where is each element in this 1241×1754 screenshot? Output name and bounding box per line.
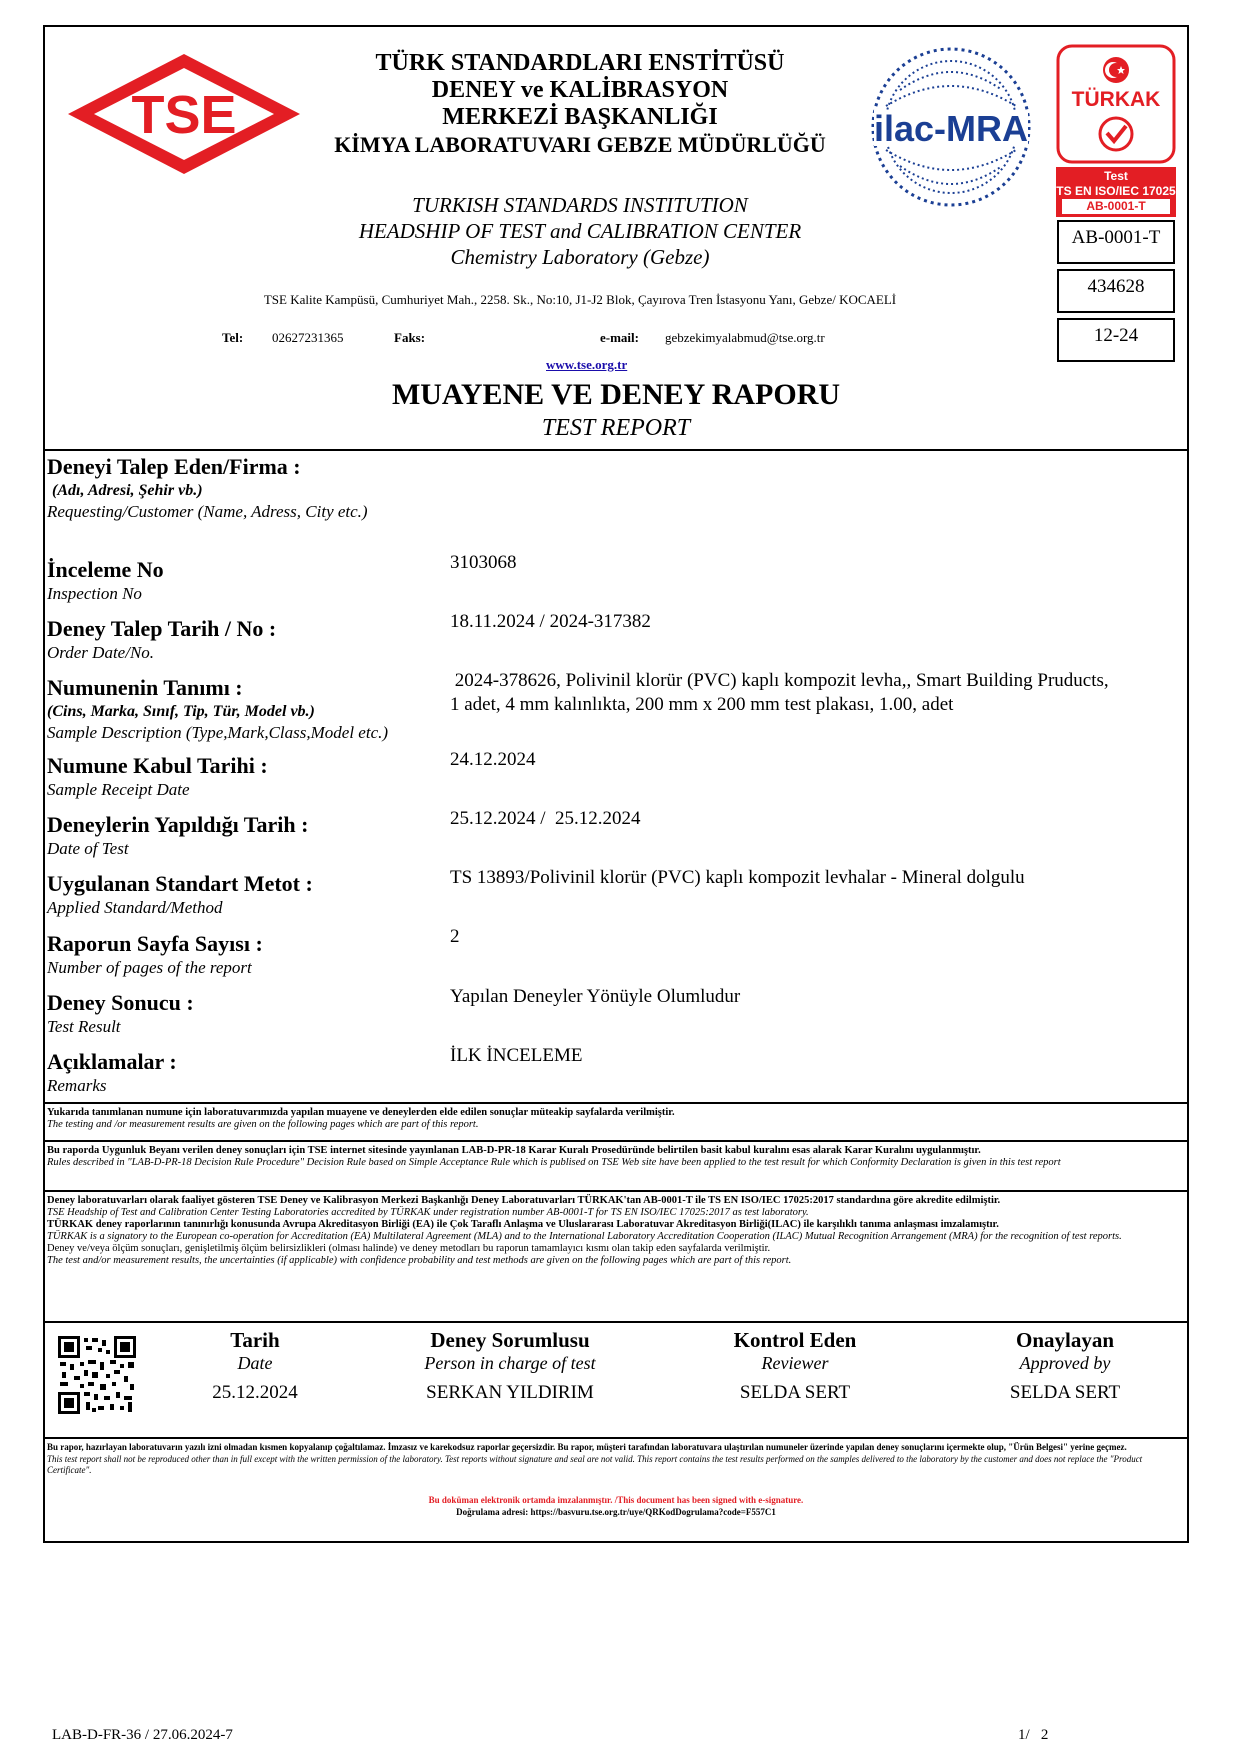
- note-accreditation-en: TSE Headship of Test and Calibration Center Testing Laboratories accredited by TÜRKAK under registration number AB-0001-T for TS EN ISO/IEC 17025:2017 as test laboratory.: [47, 1207, 809, 1218]
- field-receipt-label: Numune Kabul Tarihi :: [47, 753, 268, 778]
- note-results-tr: Yukarıda tanımlanan numune için laboratuvarımızda yapılan muayene ve deneylerden elde edilen sonuçlar müteakip sayfalarda verilmiştir.: [47, 1107, 675, 1118]
- signature-date-subtitle: Date: [237, 1353, 273, 1373]
- tel-label: Tel:: [222, 330, 244, 345]
- field-inspection-label: İnceleme No: [47, 557, 164, 582]
- turkak-logo: [1056, 44, 1176, 164]
- signature-tester-title: Deney Sorumlusu: [430, 1328, 590, 1352]
- signature-approver-subtitle: Approved by: [1019, 1353, 1111, 1373]
- ilac-mra-text: ilac-MRA: [873, 108, 1029, 149]
- note-accreditation-tr: Deney laboratuvarları olarak faaliyet gösteren TSE Deney ve Kalibrasyon Merkezi Başkanlığı Deney Laboratuvarları TÜRKAK'tan AB-0001-T ile TS EN ISO/IEC 17025:2017 standardına göre akredite edilmiştir.: [47, 1195, 1001, 1206]
- note-recognition-en: TÜRKAK is a signatory to the European co-operation for Accreditation (EA) Multilateral Agreement (MLA) and to the International Laboratory Accreditation Cooperation (ILAC) Mutual Recognition Arrangement (MRA) for the recognition of test reports.: [47, 1231, 1122, 1242]
- laboratory-name-tr: KİMYA LABORATUVARI GEBZE MÜDÜRLÜĞÜ: [334, 132, 826, 157]
- note-uncertainty-en: The test and/or measurement results, the uncertainties (if applicable) with confidence probability and test methods are given on the following pages which are part of this report.: [47, 1255, 792, 1266]
- center-name-en: HEADSHIP OF TEST and CALIBRATION CENTER: [358, 219, 802, 243]
- period-code-box: 12-24: [1057, 318, 1175, 362]
- field-result-value: Yapılan Deneyler Yönüyle Olumludur: [450, 986, 741, 1007]
- field-pages-label: Raporun Sayfa Sayısı :: [47, 931, 263, 956]
- field-remarks-label: Açıklamalar :: [47, 1049, 177, 1074]
- field-receipt-value: 24.12.2024: [450, 749, 536, 770]
- signature-approver-title: Onaylayan: [1015, 1328, 1115, 1352]
- institute-name-en: TURKISH STANDARDS INSTITUTION: [412, 193, 748, 217]
- field-testdate-label-en: Date of Test: [47, 839, 129, 858]
- field-result-label: Deney Sonucu :: [47, 990, 194, 1015]
- email-value[interactable]: gebzekimyalabmud@tse.org.tr: [665, 330, 825, 345]
- field-sample-label: Numunenin Tanımı :: [47, 675, 243, 700]
- field-order-label-en: Order Date/No.: [47, 643, 155, 662]
- field-testdate-label: Deneylerin Yapıldığı Tarih :: [47, 812, 309, 837]
- field-customer-sublabel: (Adı, Adresi, Şehir vb.): [52, 482, 203, 499]
- signature-tester-name: SERKAN YILDIRIM: [426, 1382, 594, 1403]
- esignature-note: Bu doküman elektronik ortamda imzalanmıştır. /This document has been signed with e-signature.: [428, 1495, 804, 1505]
- field-order-label: Deney Talep Tarih / No :: [47, 616, 277, 641]
- footer-copy-note-tr: Bu rapor, hazırlayan laboratuvarın yazılı izni olmadan kısmen kopyalanıp çoğaltılamaz. İmzasız ve karekodsuz raporlar geçersizdir. Bu rapor, müşteri tarafından laboratuvara ulaştırılan numuneler üzerinde yapılan deney sonuçlarını içermekte olup, "Ürün Belgesi" yerine geçmez.: [47, 1442, 1127, 1452]
- turkak-label-code: AB-0001-T: [1062, 199, 1170, 214]
- field-customer-label-en: Requesting/Customer (Name, Adress, City etc.): [47, 502, 368, 521]
- field-result-label-en: Test Result: [47, 1017, 121, 1036]
- field-remarks-value: İLK İNCELEME: [450, 1045, 583, 1066]
- field-sample-sublabel: (Cins, Marka, Sınıf, Tip, Tür, Model vb.): [47, 703, 315, 720]
- turkak-logo-text: TÜRKAK: [1071, 88, 1161, 111]
- field-order-value: 18.11.2024 / 2024-317382: [450, 611, 651, 632]
- signature-reviewer-title: Kontrol Eden: [733, 1328, 857, 1352]
- field-standard-label-en: Applied Standard/Method: [47, 898, 223, 917]
- email-label: e-mail:: [600, 330, 639, 345]
- field-standard-value: TS 13893/Polivinil klorür (PVC) kaplı kompozit levhalar - Mineral dolgulu: [450, 867, 1025, 888]
- center-name-tr: DENEY ve KALİBRASYON: [431, 77, 729, 103]
- report-title-tr: MUAYENE VE DENEY RAPORU: [391, 378, 841, 411]
- form-code: LAB-D-FR-36 / 27.06.2024-7: [52, 1727, 233, 1743]
- tse-logo: [64, 50, 304, 178]
- ilac-mra-logo: [870, 46, 1032, 208]
- signature-date-title: Tarih: [230, 1328, 280, 1352]
- tel-value: 02627231365: [272, 330, 344, 345]
- turkak-accreditation-box: [1056, 167, 1176, 217]
- field-pages-value: 2: [450, 926, 460, 947]
- turkak-label-test: Test: [1104, 169, 1128, 183]
- verification-address[interactable]: Doğrulama adresi: https://basvuru.tse.org.tr/uye/QRKodDogrulama?code=F557C1: [456, 1507, 776, 1517]
- note-results-en: The testing and /or measurement results are given on the following pages which are part of this report.: [47, 1119, 479, 1130]
- signature-reviewer-subtitle: Reviewer: [761, 1353, 829, 1373]
- footer-copy-note-en: This test report shall not be reproduced other than in full except with the written permission of the laboratory. Test reports without signature and seal are not valid. This report contains the test results performed on the samples delivered to the laboratory by the customer and does not replace the "Product Certificate".: [47, 1454, 1143, 1475]
- field-inspection-label-en: Inspection No: [47, 584, 142, 603]
- signature-reviewer-name: SELDA SERT: [739, 1382, 851, 1403]
- field-customer-label: Deneyi Talep Eden/Firma :: [47, 454, 301, 479]
- field-receipt-label-en: Sample Receipt Date: [47, 780, 190, 799]
- signature-tester-subtitle: Person in charge of test: [424, 1353, 596, 1373]
- signature-date-value: 25.12.2024: [212, 1382, 298, 1403]
- address: TSE Kalite Kampüsü, Cumhuriyet Mah., 2258. Sk., No:10, J1-J2 Blok, Çayırova Tren İstasyonu Yanı, Gebze/ KOCAELİ: [263, 292, 897, 307]
- note-uncertainty-tr: Deney ve/veya ölçüm sonuçları, genişletilmiş ölçüm belirsizlikleri (olması halinde) ve deney metodları bu raporun tamamlayıcı kısmı olan takip eden sayfalarda verilmiştir.: [47, 1243, 771, 1254]
- institute-name-tr: TÜRK STANDARDLARI ENSTİTÜSÜ: [375, 50, 785, 76]
- field-sample-value-line2: 1 adet, 4 mm kalınlıkta, 200 mm x 200 mm test plakası, 1.00, adet: [450, 694, 954, 715]
- field-pages-label-en: Number of pages of the report: [47, 958, 252, 977]
- note-recognition-tr: TÜRKAK deney raporlarının tanınırlığı konusunda Avrupa Akreditasyon Birliği (EA) ile Çok Taraflı Anlaşma ve Uluslararası Laboratuvar Akreditasyon Birliği(ILAC) ile karşılıklı tanıma anlaşması imzalamıştır.: [47, 1219, 999, 1230]
- certificate-number-box: 434628: [1057, 269, 1175, 313]
- note-decision-rule-en: Rules described in "LAB-D-PR-18 Decision Rule Procedure" Decision Rule based on Simple Acceptance Rule which is publised on TSE Web site have been applied to the test result for which Conformity Declaration is given in this test report: [47, 1157, 1061, 1168]
- field-standard-label: Uygulanan Standart Metot :: [47, 871, 313, 896]
- turkak-label-standard: TS EN ISO/IEC 17025: [1056, 184, 1176, 198]
- field-inspection-value: 3103068: [450, 552, 517, 573]
- note-decision-rule-tr: Bu raporda Uygunluk Beyanı verilen deney sonuçları için TSE internet sitesinde yayınlanan LAB-D-PR-18 Karar Kuralı Prosedüründe belirtilen basit kabul kuralını esas alarak Karar Kuralını uygulanmıştır.: [47, 1145, 981, 1156]
- laboratory-name-en: Chemistry Laboratory (Gebze): [450, 245, 710, 269]
- fax-label: Faks:: [394, 330, 426, 345]
- field-testdate-value: 25.12.2024 / 25.12.2024: [450, 808, 641, 829]
- field-sample-label-en: Sample Description (Type,Mark,Class,Model etc.): [47, 723, 389, 742]
- field-remarks-label-en: Remarks: [47, 1076, 107, 1095]
- website-link[interactable]: www.tse.org.tr: [546, 357, 628, 372]
- report-title-en: TEST REPORT: [541, 415, 691, 441]
- accreditation-code-box: AB-0001-T: [1057, 220, 1175, 264]
- field-sample-value: 2024-378626, Polivinil klorür (PVC) kaplı kompozit levha,, Smart Building Pruducts,: [450, 670, 1109, 691]
- qr-code: [58, 1336, 136, 1414]
- tse-logo-text: TSE: [131, 85, 237, 145]
- page-number: 1/ 2: [1018, 1727, 1049, 1743]
- presidency-tr: MERKEZİ BAŞKANLIĞI: [442, 104, 718, 130]
- signature-approver-name: SELDA SERT: [1009, 1382, 1121, 1403]
